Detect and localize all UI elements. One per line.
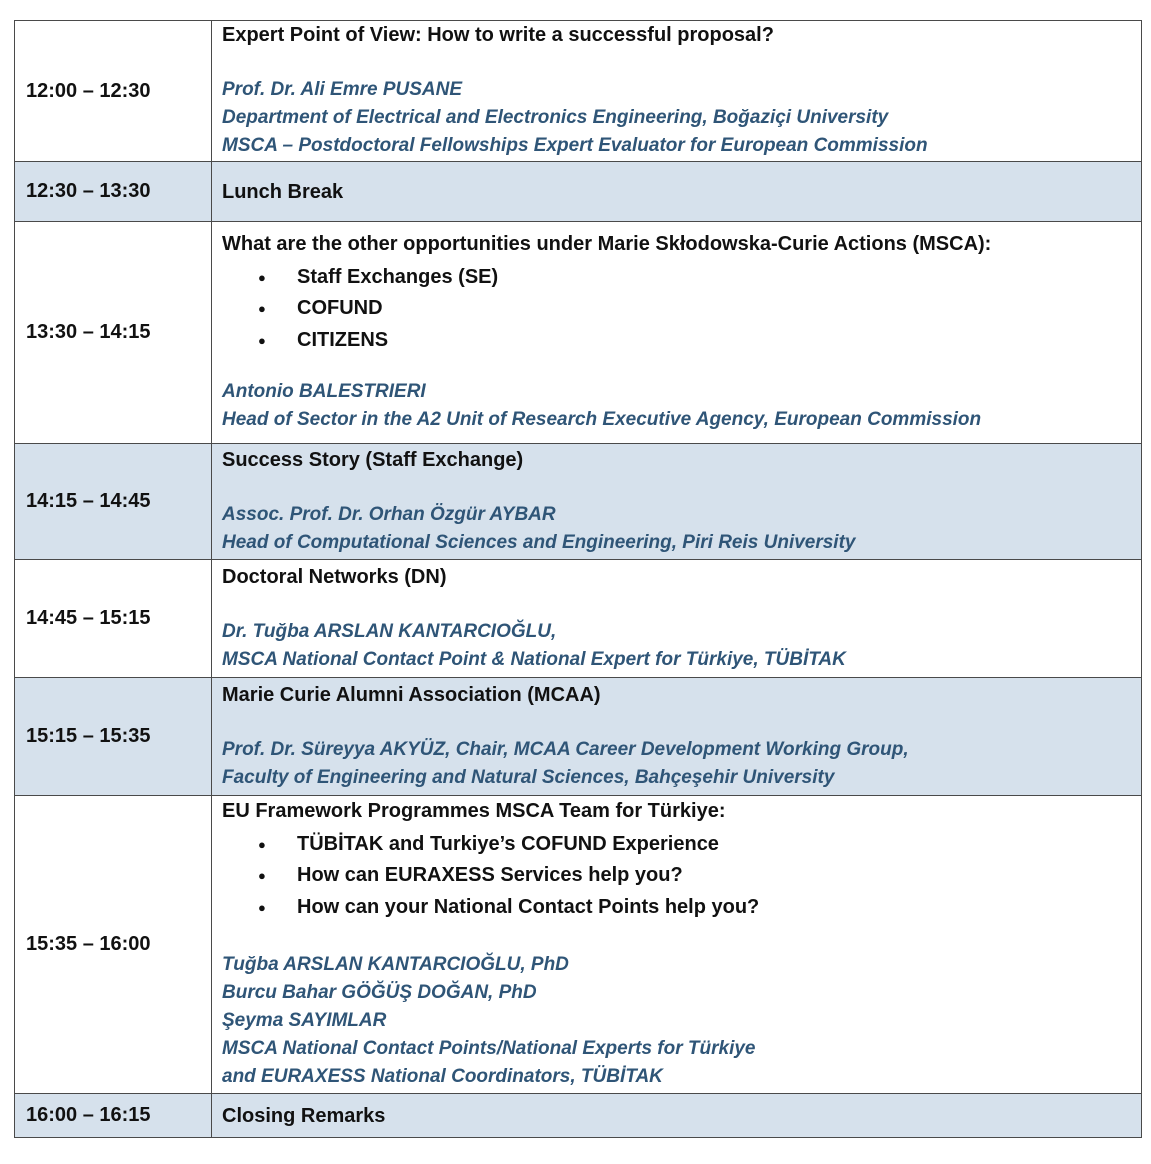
session-content: [212, 222, 1142, 444]
speaker-block: [222, 501, 1131, 557]
topic-list: [222, 262, 1131, 357]
speaker-line: Assoc. Prof. Dr. Orhan Özgür AYBAR: [222, 503, 556, 525]
topic-list: [222, 829, 1131, 924]
session-time: 15:15 – 15:35: [15, 678, 212, 796]
agenda-row: [15, 678, 1142, 796]
speaker-line: Dr. Tuğba ARSLAN KANTARCIOĞLU,: [222, 620, 557, 642]
agenda-row: [15, 162, 1142, 222]
speaker-block: [222, 736, 1131, 792]
speaker-line: Department of Electrical and Electronics Engineering, Boğaziçi University: [222, 107, 889, 128]
topic-item: ● CITIZENS: [297, 325, 1131, 357]
session-content: [212, 1094, 1142, 1138]
speaker-line: Tuğba ARSLAN KANTARCIOĞLU, PhD: [222, 954, 569, 976]
topic-item: ● How can EURAXESS Services help you?: [297, 860, 1131, 892]
speaker-line: Head of Sector in the A2 Unit of Research Executive Agency, European Commission: [222, 409, 982, 431]
speaker-line: MSCA National Contact Points/National Experts for Türkiye: [222, 1038, 756, 1060]
speaker-line: Burcu Bahar GÖĞÜŞ DOĞAN, PhD: [222, 982, 537, 1004]
session-time: 12:00 – 12:30: [15, 21, 212, 162]
session-title: Success Story (Staff Exchange): [222, 448, 524, 471]
session-title: Expert Point of View: How to write a successful proposal?: [222, 24, 774, 46]
speaker-block: [222, 618, 1131, 674]
session-content: [212, 21, 1142, 162]
session-title: What are the other opportunities under Marie Skłodowska-Curie Actions (MSCA):: [222, 232, 992, 255]
agenda-table: [14, 20, 1142, 1138]
session-title: Lunch Break: [222, 180, 344, 203]
agenda-row: [15, 21, 1142, 162]
speaker-line: Antonio BALESTRIERI: [222, 381, 426, 403]
session-time: 16:00 – 16:15: [15, 1094, 212, 1138]
session-title: Closing Remarks: [222, 1104, 386, 1127]
agenda-row: [15, 560, 1142, 678]
speaker-line: MSCA – Postdoctoral Fellowships Expert Evaluator for European Commission: [222, 135, 928, 156]
speaker-line: MSCA National Contact Point & National Expert for Türkiye, TÜBİTAK: [222, 648, 846, 670]
session-time: 14:15 – 14:45: [15, 444, 212, 560]
topic-item: ● How can your National Contact Points help you?: [297, 892, 1131, 924]
session-content: [212, 560, 1142, 678]
topic-item: ● COFUND: [297, 293, 1131, 325]
agenda-row: [15, 222, 1142, 444]
session-content: [212, 444, 1142, 560]
session-time: 14:45 – 15:15: [15, 560, 212, 678]
speaker-line: Prof. Dr. Süreyya AKYÜZ, Chair, MCAA Career Development Working Group,: [222, 738, 909, 760]
speaker-block: [222, 76, 1131, 160]
agenda-row: [15, 796, 1142, 1094]
session-title: EU Framework Programmes MSCA Team for Türkiye:: [222, 799, 726, 822]
speaker-block: [222, 951, 1131, 1091]
topic-item: ● TÜBİTAK and Turkiye’s COFUND Experience: [297, 829, 1131, 861]
session-time: 13:30 – 14:15: [15, 222, 212, 444]
speaker-block: [222, 378, 1131, 434]
session-title: Doctoral Networks (DN): [222, 565, 447, 588]
speaker-line: Faculty of Engineering and Natural Sciences, Bahçeşehir University: [222, 766, 835, 788]
speaker-line: Prof. Dr. Ali Emre PUSANE: [222, 79, 463, 100]
agenda-row: [15, 1094, 1142, 1138]
session-content: [212, 678, 1142, 796]
session-title: Marie Curie Alumni Association (MCAA): [222, 683, 601, 706]
topic-item: ● Staff Exchanges (SE): [297, 262, 1131, 294]
session-content: [212, 162, 1142, 222]
speaker-line: Head of Computational Sciences and Engineering, Piri Reis University: [222, 531, 856, 553]
speaker-line: and EURAXESS National Coordinators, TÜBİTAK: [222, 1066, 663, 1088]
session-content: [212, 796, 1142, 1094]
session-time: 12:30 – 13:30: [15, 162, 212, 222]
session-time: 15:35 – 16:00: [15, 796, 212, 1094]
speaker-line: Şeyma SAYIMLAR: [222, 1010, 387, 1032]
agenda-row: [15, 444, 1142, 560]
